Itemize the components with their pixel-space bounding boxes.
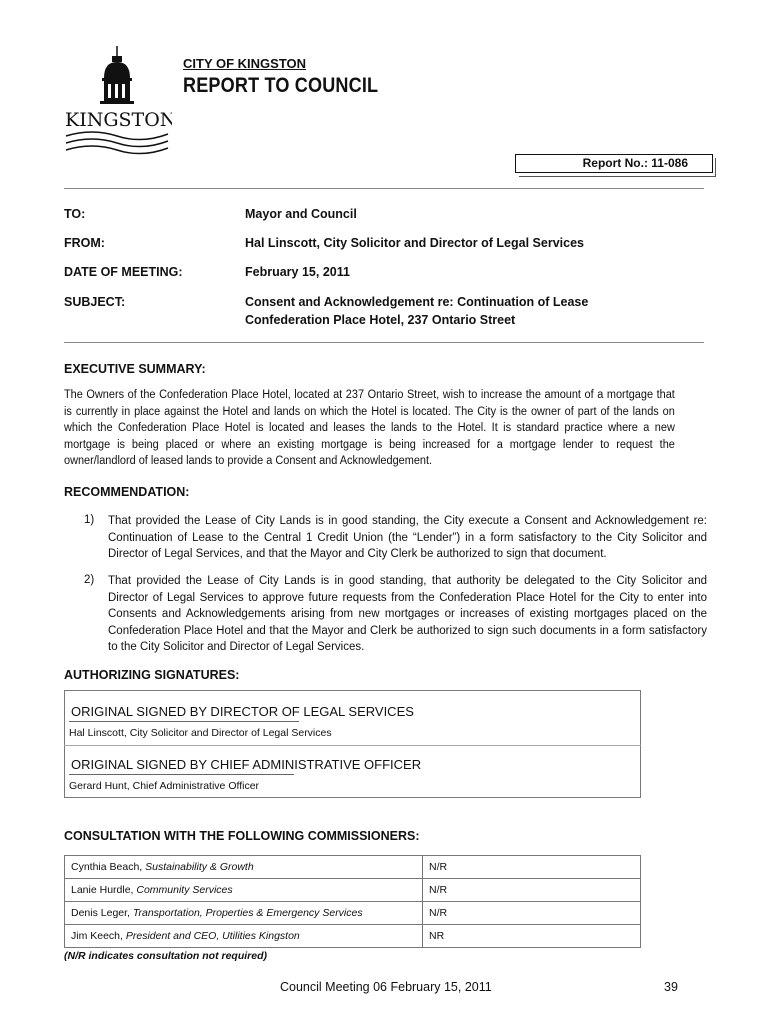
table-row	[65, 925, 641, 948]
signature-2-title: ORIGINAL SIGNED BY CHIEF ADMINISTRATIVE OFFICER	[71, 757, 422, 772]
commissioner-name: Lanie Hurdle,	[71, 884, 137, 896]
commissioner-cell	[65, 856, 423, 879]
consultation-status: N/R	[423, 879, 641, 902]
signature-1-name: Hal Linscott, City Solicitor and Director of Legal Services	[69, 727, 332, 739]
recommendation-heading: RECOMMENDATION:	[64, 485, 190, 499]
commissioner-cell	[65, 902, 423, 925]
report-number-box	[515, 154, 713, 173]
signature-1-line	[69, 721, 299, 722]
consultation-heading: CONSULTATION WITH THE FOLLOWING COMMISSIONERS:	[64, 829, 420, 843]
signature-2-line	[69, 774, 294, 775]
to-value: Mayor and Council	[245, 207, 357, 221]
city-logo	[62, 44, 172, 156]
consultation-status: N/R	[423, 856, 641, 879]
consultation-status: NR	[423, 925, 641, 948]
subject-line-1: Consent and Acknowledgement re: Continuation of Lease	[245, 295, 589, 309]
to-label: TO:	[64, 207, 86, 221]
city-name: CITY OF KINGSTON	[183, 56, 307, 71]
subject-label: SUBJECT:	[64, 295, 126, 309]
page-footer: Council Meeting 06 February 15, 2011	[280, 980, 492, 994]
commissioner-role: Sustainability & Growth	[145, 861, 254, 873]
recommendation-1-number: 1)	[84, 514, 95, 526]
commissioner-role: Transportation, Properties & Emergency Services	[132, 907, 363, 919]
from-label: FROM:	[64, 236, 105, 250]
from-value: Hal Linscott, City Solicitor and Director of Legal Services	[245, 236, 584, 250]
divider-meta	[64, 342, 704, 343]
commissioner-name: Cynthia Beach,	[71, 861, 146, 873]
consultation-note: (N/R indicates consultation not required)	[64, 950, 268, 962]
subject-line-2: Confederation Place Hotel, 237 Ontario Street	[245, 313, 516, 327]
table-row	[65, 856, 641, 879]
commissioner-role: Community Services	[136, 884, 233, 896]
executive-summary-heading: EXECUTIVE SUMMARY:	[64, 362, 206, 376]
divider-top	[64, 188, 704, 189]
logo-wordmark: KINGSTON	[65, 109, 172, 131]
commissioner-cell	[65, 879, 423, 902]
recommendation-2-text: That provided the Lease of City Lands is in good standing, that authority be delegated to the City Solicitor and Director of Legal Services to approve future requests from the Confederation Place Hotel for the City to enter into Consents and Acknowledgements arising from new mortgages or increases of existing mortgages placed on the Confederation Place Hotel and that the Mayor and Clerk be authorized to sign such documents in a form satisfactory to the City Solicitor and Director of Legal Services.	[108, 575, 707, 653]
signature-1-title: ORIGINAL SIGNED BY DIRECTOR OF LEGAL SERVICES	[71, 704, 414, 719]
recommendation-2-number: 2)	[84, 574, 95, 586]
signatures-divider	[64, 745, 641, 746]
consultation-table	[64, 855, 641, 948]
commissioner-role: President and CEO, Utilities Kingston	[125, 930, 300, 942]
report-number: Report No.: 11-086	[582, 156, 688, 170]
date-label: DATE OF MEETING:	[64, 265, 183, 279]
executive-summary-text: The Owners of the Confederation Place Hotel, located at 237 Ontario Street, wish to increase the amount of a mortgage that is currently in place against the Hotel and lands on which the Hotel is located. The City is the owner of part of the lands on which the Confederation Place Hotel is located and leases the lands to the Hotel. It is standard practice where a new mortgage is being placed or where an existing mortgage is being increased for a mortgage lender to request the owner/landlord of leased lands to provide a Consent and Acknowledgement.	[64, 389, 675, 467]
consultation-status: N/R	[423, 902, 641, 925]
commissioner-cell	[65, 925, 423, 948]
table-row	[65, 879, 641, 902]
page-number: 39	[664, 980, 678, 994]
signature-2-name: Gerard Hunt, Chief Administrative Officer	[69, 780, 260, 792]
report-title: REPORT TO COUNCIL	[183, 74, 379, 97]
commissioner-name: Jim Keech,	[71, 930, 126, 942]
date-value: February 15, 2011	[245, 265, 350, 279]
commissioner-name: Denis Leger,	[71, 907, 133, 919]
recommendation-1-text: That provided the Lease of City Lands is in good standing, the City execute a Consent and Acknowledgement re: Continuation of Lease to the Central 1 Credit Union (the “Lender”) in a form satisfactory to the City Solicitor and Director of Legal Services, and that the Mayor and City Clerk be authorized to sign that document.	[108, 515, 707, 560]
signatures-heading: AUTHORIZING SIGNATURES:	[64, 668, 240, 682]
table-row	[65, 902, 641, 925]
